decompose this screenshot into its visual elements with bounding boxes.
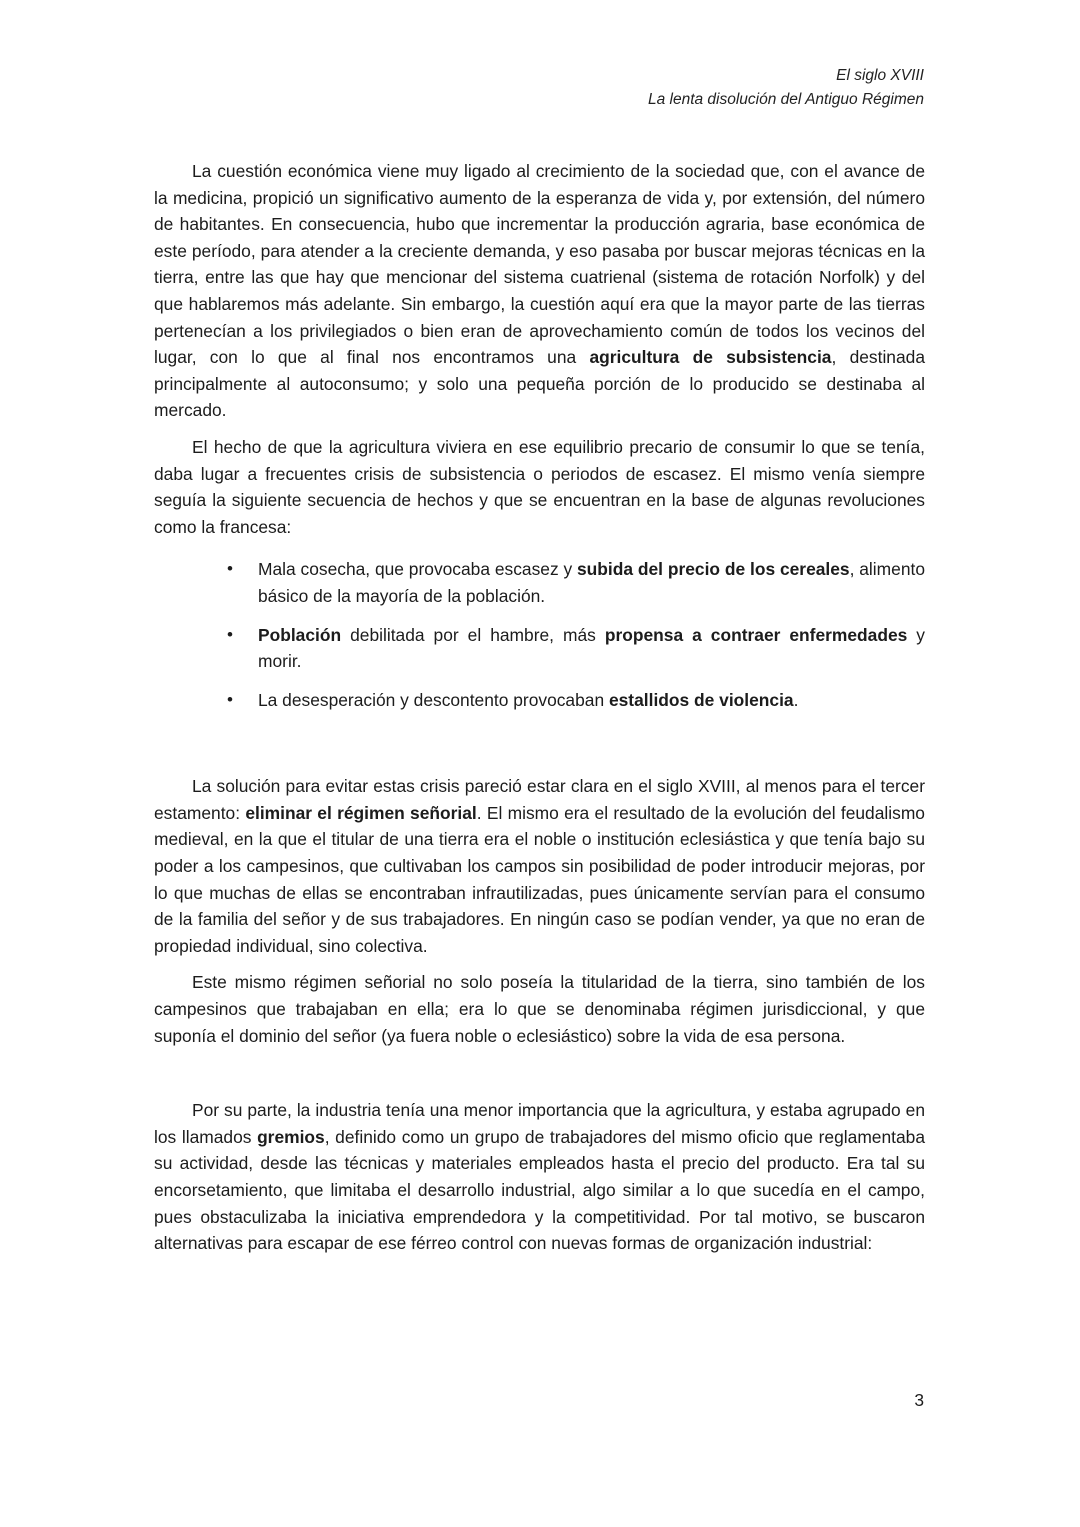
bold-term: eliminar el régimen señorial [245, 802, 477, 823]
header-subtitle: La lenta disolución del Antiguo Régimen [647, 91, 924, 108]
bold-term: agricultura de subsistencia [589, 347, 832, 368]
list-item: • La desesperación y descontento provocaban estallidos de violencia. [258, 687, 925, 714]
paragraph-seigneurial: La solución para evitar estas crisis pareció estar clara en el siglo XVIII, al menos para el tercer estamento: eliminar el régimen señorial. El mismo era el resultado de la evolución del feudalismo medieval, en la que el titular de una tierra era el noble o institución eclesiástica y que tenía bajo su poder a los campesinos, que cultivaban los campos sin posibilidad de poder introducir mejoras, por lo que muchas de ellas se encontraban infrautilizadas, pues únicamente servían para el consumo de la familia del señor y de sus trabajadores. En ningún caso se podían vender, ya que no eran de propiedad individual, sino colectiva. [154, 776, 925, 956]
header-chapter: El siglo XVIII [836, 67, 924, 84]
body-text [154, 158, 925, 1257]
paragraph-economy: La cuestión económica viene muy ligado al crecimiento de la sociedad que, con el avance de la medicina, propició un significativo aumento de la esperanza de vida y, por extensión, del número de habitantes. En consecuencia, hubo que incrementar la producción agraria, base económica de este período, para atender a la creciente demanda, y eso pasaba por buscar mejoras técnicas en la tierra, entre las que hay que mencionar del sistema cuatrienal (sistema de rotación Norfolk) y del que hablaremos más adelante. Sin embargo, la cuestión aquí era que la mayor parte de las tierras pertenecían a los privilegiados o bien eran de aprovechamiento común de todos los vecinos del lugar, con lo que al final nos encontramos una agricultura de subsistencia, destinada principalmente al autoconsumo; y solo una pequeña porción de lo producido se destinaba al mercado. [154, 161, 925, 421]
bold-term: estallidos de violencia [608, 689, 794, 710]
bullet-icon: • [227, 624, 233, 644]
paragraph-jurisdiction: Este mismo régimen señorial no solo poseía la titularidad de la tierra, sino también de los campesinos que trabajaban en ella; era lo que se denominaba régimen jurisdiccional, y que suponía el dominio del señor (ya fuera noble o eclesiástico) sobre la vida de esa persona. [154, 972, 925, 1046]
list-item: • Población debilitada por el hambre, más propensa a contraer enfermedades y morir. [258, 622, 925, 675]
running-header [648, 64, 924, 112]
paragraph-industry: Por su parte, la industria tenía una menor importancia que la agricultura, y estaba agrupado en los llamados gremios, definido como un grupo de trabajadores del mismo oficio que reglamentaba su actividad, desde las técnicas y materiales empleados hasta el precio del producto. Era tal su encorsetamiento, que limitaba el desarrollo industrial, algo similar a lo que sucedía en el campo, pues obstaculizaba la iniciativa emprendedora y la competitividad. Por tal motivo, se buscaron alternativas para escapar de ese férreo control con nuevas formas de organización industrial: [154, 1100, 925, 1254]
paragraph-crisis: El hecho de que la agricultura viviera en ese equilibrio precario de consumir lo que se tenía, daba lugar a frecuentes crisis de subsistencia o periodos de escasez. El mismo venía siempre seguía la siguiente secuencia de hechos y que se encuentran en la base de algunas revoluciones como la francesa: [154, 436, 925, 537]
bold-term: subida del precio de los cereales [577, 559, 850, 580]
bullet-icon: • [227, 559, 233, 579]
crisis-sequence-list [154, 556, 925, 713]
bold-term: gremios [257, 1126, 325, 1147]
bullet-icon: • [227, 689, 233, 709]
bold-term: propensa a contraer enfermedades [604, 624, 908, 645]
list-item: • Mala cosecha, que provocaba escasez y subida del precio de los cereales, alimento básico de la mayoría de la población. [258, 556, 925, 609]
page-number: 3 [914, 1390, 924, 1410]
bold-term: Población [258, 624, 342, 645]
